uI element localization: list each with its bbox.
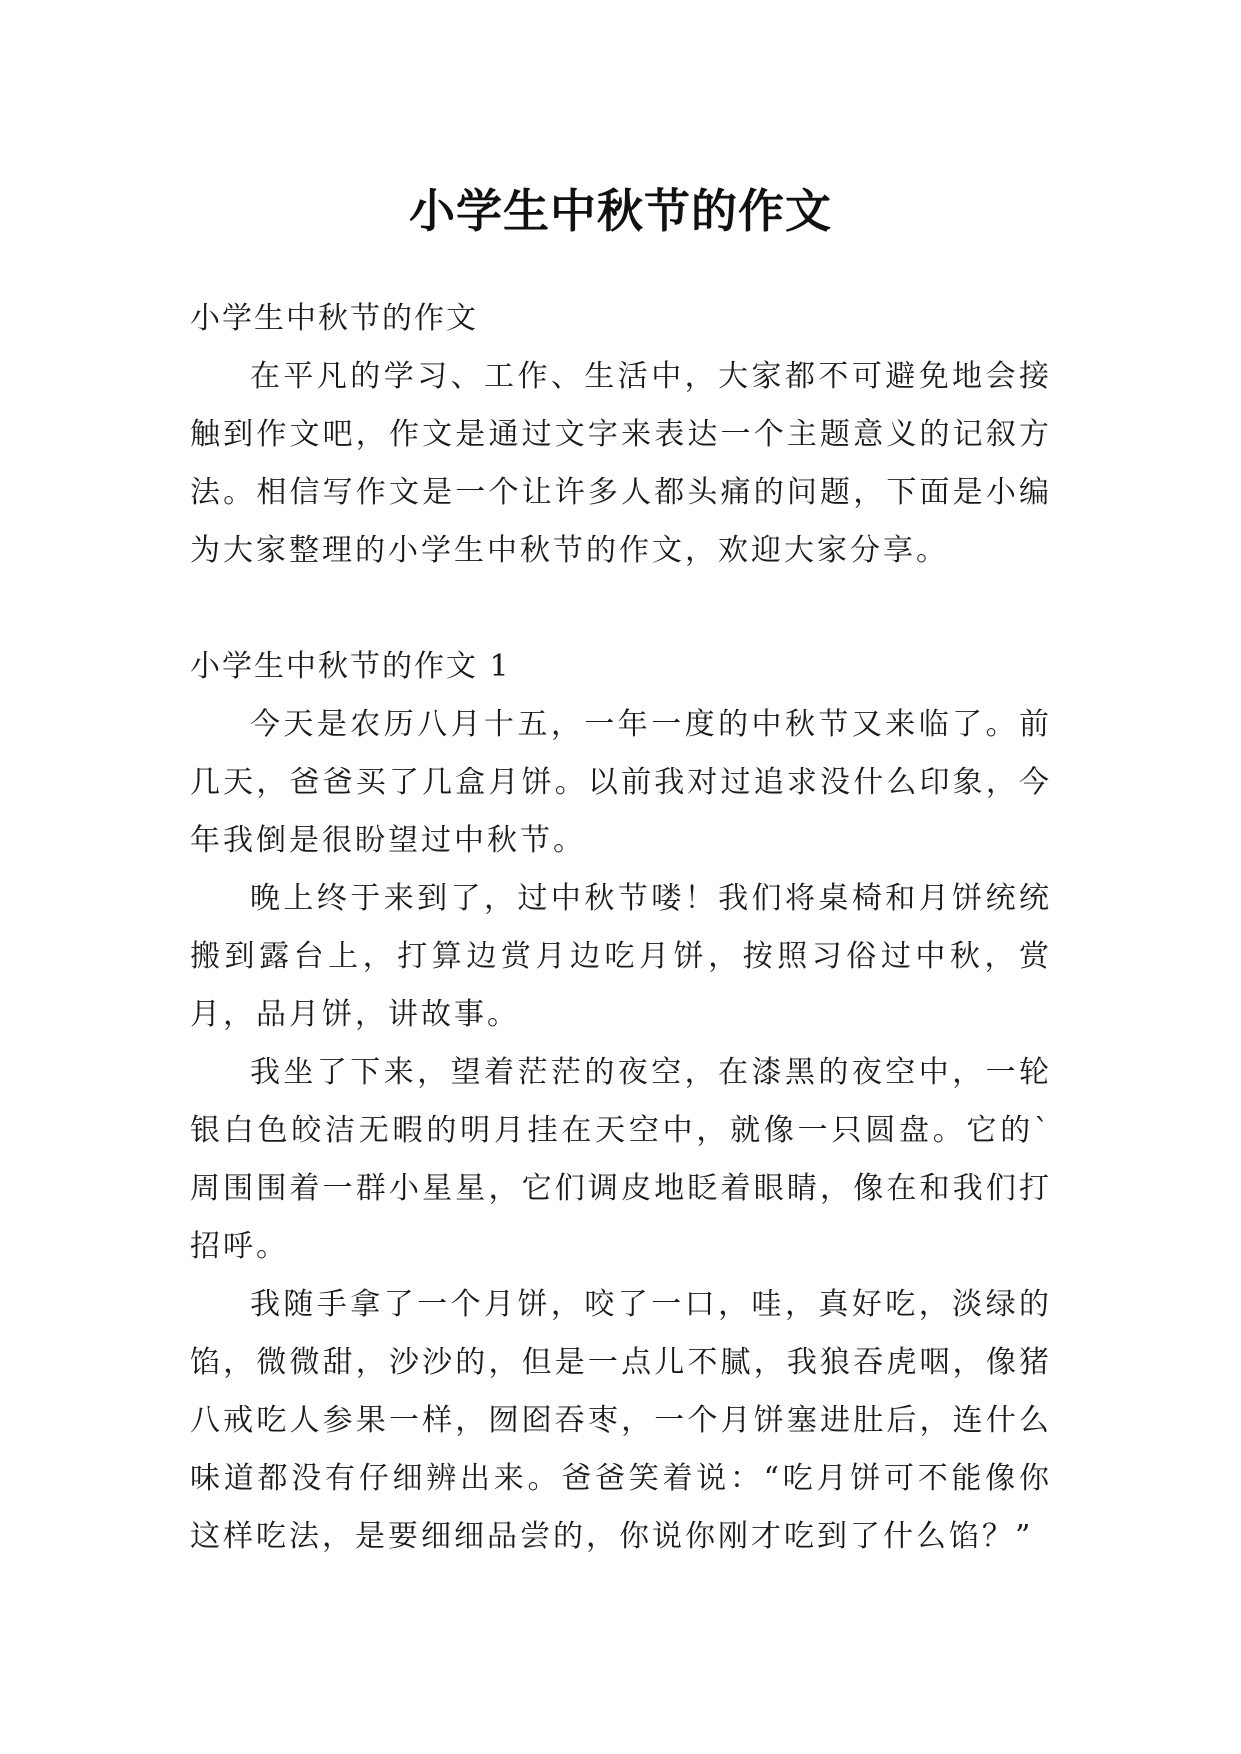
document-title: 小学生中秋节的作文 bbox=[409, 183, 832, 238]
essay-1-paragraph: 今天是农历八月十五，一年一度的中秋节又来临了。前几天，爸爸买了几盒月饼。以前我对过追求没什么印象，今年我倒是很盼望过中秋节。 bbox=[190, 707, 1052, 858]
essay-1-paragraph: 晚上终于来到了，过中秋节喽！我们将桌椅和月饼统统搬到露台上，打算边赏月边吃月饼，按照习俗过中秋，赏月，品月饼，讲故事。 bbox=[190, 881, 1052, 1032]
document-body bbox=[190, 290, 1052, 1566]
essay-1-paragraph: 我坐了下来，望着茫茫的夜空，在漆黑的夜空中，一轮银白色皎洁无暇的明月挂在天空中，就像一只圆盘。它的`周围围着一群小星星，它们调皮地眨着眼睛，像在和我们打招呼。 bbox=[190, 1055, 1052, 1264]
section-spacer bbox=[190, 580, 1052, 638]
intro-heading: 小学生中秋节的作文 bbox=[190, 301, 478, 336]
essay-1-heading: 小学生中秋节的作文 1 bbox=[190, 649, 511, 684]
intro-paragraph: 在平凡的学习、工作、生活中，大家都不可避免地会接触到作文吧，作文是通过文字来表达一个主题意义的记叙方法。相信写作文是一个让许多人都头痛的问题，下面是小编为大家整理的小学生中秋节的作文，欢迎大家分享。 bbox=[190, 359, 1052, 568]
essay-1-paragraph: 我随手拿了一个月饼，咬了一口，哇，真好吃，淡绿的馅，微微甜，沙沙的，但是一点儿不腻，我狼吞虎咽，像猪八戒吃人参果一样，囫囵吞枣，一个月饼塞进肚后，连什么味道都没有仔细辨出来。爸爸笑着说：“吃月饼可不能像你这样吃法，是要细细品尝的，你说你刚才吃到了什么馅？” bbox=[190, 1287, 1052, 1554]
